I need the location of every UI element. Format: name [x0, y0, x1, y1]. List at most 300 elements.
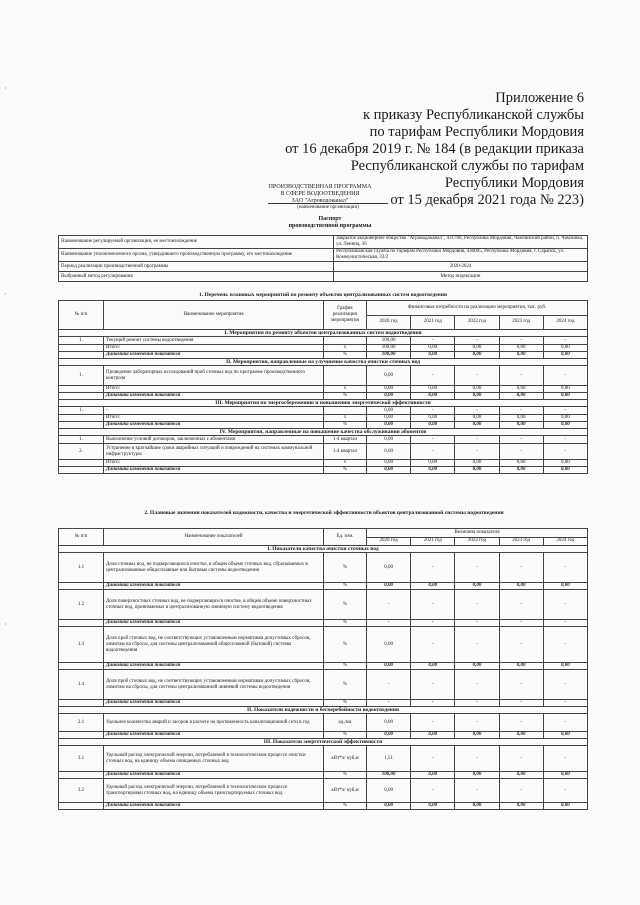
value-cell: -: [499, 620, 543, 627]
value-cell: 1,51: [367, 746, 411, 772]
value-cell: -: [455, 714, 499, 732]
value-cell: -: [499, 746, 543, 772]
value-cell: -: [499, 337, 543, 345]
value-cell: -: [499, 670, 543, 700]
value-cell: 0,00: [543, 393, 587, 400]
value-cell: 0,00: [499, 393, 543, 400]
year-header: 2023 год: [499, 537, 543, 546]
value-cell: -: [367, 670, 411, 700]
value-cell: 0,00: [543, 772, 587, 779]
value-cell: -: [543, 590, 587, 620]
repair-measures-table: [58, 300, 588, 474]
col-unit: Ед. изм.: [324, 529, 367, 546]
row-number: 2.1: [59, 714, 104, 732]
year-header: 2024 год: [543, 537, 587, 546]
row-number: 2.: [59, 444, 104, 460]
table-row: [59, 366, 588, 386]
value-cell: -: [543, 337, 587, 345]
info-label: Период реализации производственной программы: [59, 262, 334, 272]
value-cell: 0,00: [411, 663, 455, 670]
value-cell: 0,00: [411, 732, 455, 739]
year-header: 2022 год: [455, 537, 499, 546]
table-row: [59, 249, 588, 262]
row-number: 1.: [59, 407, 104, 415]
value-cell: 0,00: [455, 415, 499, 422]
dynamics-label: Динамика изменения показателя: [104, 732, 324, 739]
value-cell: -: [455, 553, 499, 583]
empty-cell: [324, 337, 367, 345]
table-row: [59, 330, 588, 337]
value-cell: 0,00: [499, 460, 543, 467]
section-title: I. Мероприятия по ремонту объектов централизованных систем водоотведения: [59, 330, 588, 337]
value-cell: -: [411, 670, 455, 700]
value-cell: 0,00: [499, 386, 543, 393]
value-cell: -: [499, 700, 543, 707]
value-cell: -: [499, 779, 543, 803]
year-header: 2021 год: [411, 315, 455, 330]
value-cell: 100,00: [367, 345, 411, 352]
passport-info-table: [58, 235, 588, 282]
indicator-name: Доля проб сточных вод, не соответствующих установленным нормативам допустимых сбросов, лимитам на сбросы, для системы централизованной ливневой системы водоотведения: [104, 670, 324, 700]
table-row: [59, 415, 588, 422]
table-row: [59, 444, 588, 460]
row-number: 1.4: [59, 670, 104, 700]
unit-cell: %: [324, 627, 367, 663]
annex-line: Приложение 6: [495, 90, 584, 106]
value-cell: -: [499, 714, 543, 732]
year-header: 2023 год: [499, 315, 543, 330]
info-label: Наименование уполномоченного органа, утвердившего производственную программу, его местонахождение: [59, 249, 334, 262]
table-row: [59, 746, 588, 772]
value-cell: 0,00: [411, 352, 455, 359]
value-cell: -: [411, 337, 455, 345]
col-name: Наименование мероприятия: [104, 301, 324, 330]
table-row: [59, 620, 588, 627]
value-cell: -: [543, 553, 587, 583]
table-row: [59, 460, 588, 467]
value-cell: 0,00: [543, 583, 587, 590]
value-cell: 0,00: [367, 803, 411, 810]
col-schedule: График реализации мероприятия: [324, 301, 367, 330]
organization-caption: (наименование организации): [268, 203, 388, 210]
measure-name: Выполнение условий договоров, заключенных с абонентами: [104, 436, 324, 444]
unit-cell: ед./км: [324, 714, 367, 732]
col-finance: Финансовые потребности на реализацию мероприятия, тыс. руб.: [367, 301, 588, 316]
value-cell: 0,00: [543, 460, 587, 467]
value-cell: 0,00: [543, 415, 587, 422]
unit-cell: %: [324, 670, 367, 700]
value-cell: 0,00: [455, 386, 499, 393]
unit-cell: %: [324, 772, 367, 779]
annex-line: Республики Мордовия: [444, 175, 584, 191]
unit-cell: x: [324, 386, 367, 393]
value-cell: -: [499, 590, 543, 620]
value-cell: 0,00: [499, 345, 543, 352]
empty-cell: [59, 460, 104, 467]
table-row: [59, 772, 588, 779]
annex-line: к приказу Республиканской службы: [362, 107, 584, 123]
value-cell: 0,00: [367, 663, 411, 670]
scan-mark: ·: [4, 84, 7, 93]
value-cell: -: [543, 700, 587, 707]
unit-cell: %: [324, 393, 367, 400]
value-cell: -: [367, 590, 411, 620]
value-cell: 0,00: [499, 422, 543, 429]
value-cell: 0,00: [367, 583, 411, 590]
empty-cell: [324, 407, 367, 415]
table-row: [59, 359, 588, 366]
value-cell: -: [455, 590, 499, 620]
table-row: [59, 337, 588, 345]
year-header: 2022 год: [455, 315, 499, 330]
section-title: III. Показатели энергетической эффективности: [59, 739, 588, 746]
year-header: 2020 год: [367, 315, 411, 330]
empty-cell: [59, 803, 104, 810]
passport-title: [60, 216, 600, 230]
value-cell: -: [455, 670, 499, 700]
table-row: [59, 803, 588, 810]
measure-name: Текущий ремонт системы водоотведения: [104, 337, 324, 345]
value-cell: -: [411, 553, 455, 583]
value-cell: 0,00: [455, 583, 499, 590]
value-cell: -: [411, 700, 455, 707]
schedule-cell: 1-4 квартал: [324, 436, 367, 444]
empty-cell: [59, 772, 104, 779]
scan-mark: ·: [4, 620, 7, 629]
value-cell: 0,00: [411, 583, 455, 590]
unit-cell: x: [324, 460, 367, 467]
value-cell: -: [455, 366, 499, 386]
empty-cell: [59, 386, 104, 393]
value-cell: -: [411, 436, 455, 444]
table2-heading: 2. Плановые значения показателей надежности, качества и энергетической эффективности объектов централизованной системы водоотведения: [144, 510, 504, 516]
value-cell: -: [455, 620, 499, 627]
measure-name: -: [104, 407, 324, 415]
row-number: 3.2: [59, 779, 104, 803]
value-cell: -: [543, 620, 587, 627]
value-cell: 0,00: [499, 352, 543, 359]
dynamics-label: Динамика изменения показателя: [104, 583, 324, 590]
table-row: [59, 707, 588, 714]
value-cell: 0,00: [499, 583, 543, 590]
unit-cell: %: [324, 620, 367, 627]
table-row: [59, 700, 588, 707]
program-title-line: ПРОИЗВОДСТВЕННАЯ ПРОГРАММА: [268, 184, 372, 190]
value-cell: 0,00: [411, 803, 455, 810]
empty-cell: [59, 700, 104, 707]
value-cell: -: [411, 627, 455, 663]
table-row: [59, 345, 588, 352]
section-title: II. Мероприятия, направленные на улучшение качества очистки сточных вод: [59, 359, 588, 366]
value-cell: -: [543, 407, 587, 415]
table-row: [59, 546, 588, 553]
dynamics-label: Динамика изменения показателя: [104, 700, 324, 707]
annex-line: от 16 декабря 2019 г. № 184 (в редакции приказа: [285, 141, 584, 157]
value-cell: 0,00: [367, 779, 411, 803]
table-row: [59, 272, 588, 282]
section-title: IV. Мероприятия, направленные на повышение качества обслуживания абонентов: [59, 429, 588, 436]
row-number: 1.2: [59, 590, 104, 620]
value-cell: 0,00: [543, 352, 587, 359]
dynamics-label: Динамика изменения показателя: [104, 422, 324, 429]
value-cell: 0,00: [367, 460, 411, 467]
info-value: Республиканская служба по тарифам Республики Мордовия, 430005, Республика Мордовия, г. Саранск, ул. Коммунистическая, 33/2: [334, 249, 588, 262]
value-cell: 0,00: [367, 444, 411, 460]
unit-cell: %: [324, 663, 367, 670]
row-number: 1.: [59, 436, 104, 444]
value-cell: 0,00: [543, 467, 587, 474]
value-cell: -: [455, 436, 499, 444]
annex-line: Республиканской службы по тарифам: [350, 158, 584, 174]
value-cell: 0,00: [455, 460, 499, 467]
empty-cell: [59, 422, 104, 429]
organization-name: ЗАО "Агроводоканал": [291, 198, 349, 204]
dynamics-label: Динамика изменения показателя: [104, 620, 324, 627]
info-label: Выбранный метод регулирования: [59, 272, 334, 282]
program-title-line: В СФЕРЕ ВОДООТВЕДЕНИЯ: [280, 191, 360, 197]
year-header: 2024 год: [543, 315, 587, 330]
passport-heading: Паспорт: [318, 216, 342, 222]
row-number: 1.: [59, 366, 104, 386]
value-cell: -: [455, 779, 499, 803]
value-cell: 0,00: [543, 386, 587, 393]
unit-cell: x: [324, 415, 367, 422]
row-number: 3.1: [59, 746, 104, 772]
table-row: [59, 627, 588, 663]
value-cell: -: [411, 590, 455, 620]
info-value: 2020-2024: [334, 262, 588, 272]
value-cell: 0,00: [367, 422, 411, 429]
value-cell: -: [411, 714, 455, 732]
empty-cell: [59, 467, 104, 474]
section-title: III. Мероприятия по энергосбережению и повышению энергетической эффективности: [59, 400, 588, 407]
unit-cell: %: [324, 583, 367, 590]
indicator-name: Удельный расход электрической энергии, потребляемой в технологическом процессе очистки сточных вод, на единицу объема очищаемых сточных вод: [104, 746, 324, 772]
value-cell: 0,00: [367, 553, 411, 583]
table1-heading: 1. Перечень плановых мероприятий по ремонту объектов централизованных систем водоотведения: [199, 292, 447, 298]
value-cell: -: [455, 337, 499, 345]
dynamics-label: Динамика изменения показателя: [104, 352, 324, 359]
value-cell: 0,00: [455, 772, 499, 779]
year-header: 2021 год: [411, 537, 455, 546]
value-cell: 0,00: [499, 663, 543, 670]
value-cell: -: [543, 366, 587, 386]
value-cell: -: [455, 444, 499, 460]
value-cell: -: [543, 670, 587, 700]
indicators-table: [58, 528, 588, 810]
table-row: [59, 352, 588, 359]
value-cell: 100,00: [367, 337, 411, 345]
info-value: Метод индексации: [334, 272, 588, 282]
empty-cell: [59, 393, 104, 400]
value-cell: 0,00: [411, 772, 455, 779]
value-cell: 0,00: [455, 803, 499, 810]
table-row: [59, 663, 588, 670]
table-row: [59, 262, 588, 272]
value-cell: -: [499, 553, 543, 583]
info-label: Наименование регулируемой организации, ее местонахождение: [59, 236, 334, 249]
value-cell: -: [499, 436, 543, 444]
value-cell: 0,00: [499, 772, 543, 779]
unit-cell: %: [324, 352, 367, 359]
indicator-name: Доля поверхностных сточных вод, не подвергающихся очистке, в общем объеме поверхностных сточных вод, принимаемых в централизованную ливневую систему водоотведения: [104, 590, 324, 620]
measure-name: Устранение в кратчайшие сроки аварийных ситуаций и повреждений на системах коммунальной инфраструктуры: [104, 444, 324, 460]
empty-cell: [59, 583, 104, 590]
col-num: № п/п: [59, 529, 104, 546]
value-cell: -: [455, 746, 499, 772]
indicator-name: Доля сточных вод, не подвергающихся очистке, в общем объеме сточных вод, сбрасываемых в централизованные общесплавные или бытовые системы водоотведения: [104, 553, 324, 583]
table-row: [59, 732, 588, 739]
value-cell: -: [543, 444, 587, 460]
value-cell: 0,00: [367, 436, 411, 444]
col-value: Величина показателя: [367, 529, 588, 538]
col-name: Наименование показателей: [104, 529, 324, 546]
value-cell: 0,00: [367, 732, 411, 739]
dynamics-label: Динамика изменения показателя: [104, 772, 324, 779]
passport-subheading: производственной программы: [288, 223, 372, 229]
empty-cell: [59, 620, 104, 627]
value-cell: 0,00: [455, 663, 499, 670]
value-cell: 0,00: [367, 366, 411, 386]
annex-line: по тарифам Республики Мордовия: [369, 124, 584, 140]
table-row: [59, 422, 588, 429]
value-cell: -: [411, 779, 455, 803]
table-row: [59, 553, 588, 583]
value-cell: 0,00: [543, 422, 587, 429]
indicator-name: Удельное количество аварий и засоров в расчете на протяженность канализационной сети в год: [104, 714, 324, 732]
row-number: 1.1: [59, 553, 104, 583]
value-cell: -: [367, 700, 411, 707]
value-cell: 0,00: [543, 732, 587, 739]
value-cell: -: [411, 746, 455, 772]
table-header-row: [59, 301, 588, 316]
table-row: [59, 739, 588, 746]
table-row: [59, 400, 588, 407]
table-row: [59, 407, 588, 415]
value-cell: -: [367, 620, 411, 627]
value-cell: -: [411, 366, 455, 386]
value-cell: 0,00: [543, 345, 587, 352]
table-row: [59, 429, 588, 436]
value-cell: 0,00: [455, 732, 499, 739]
value-cell: 0,00: [455, 393, 499, 400]
value-cell: -: [411, 407, 455, 415]
value-cell: 0,00: [367, 393, 411, 400]
value-cell: 0,00: [499, 803, 543, 810]
unit-cell: %: [324, 590, 367, 620]
value-cell: 0,00: [455, 467, 499, 474]
value-cell: -: [455, 407, 499, 415]
table-header-row: [59, 529, 588, 538]
table-row: [59, 779, 588, 803]
value-cell: 0,00: [367, 627, 411, 663]
total-label: Итого:: [104, 415, 324, 422]
table-row: [59, 590, 588, 620]
table-row: [59, 467, 588, 474]
schedule-cell: 1-4 квартал: [324, 444, 367, 460]
value-cell: -: [411, 444, 455, 460]
info-value: Закрытое акционерное общество "Агроводоканал", 431700, Республика Мордовия, Чамзинский район, п. Чамзинка, ул. Ленина, 36: [334, 236, 588, 249]
value-cell: -: [543, 627, 587, 663]
table-row: [59, 436, 588, 444]
value-cell: 0,00: [499, 467, 543, 474]
measure-name: Проведение лабораторных исследований проб сточных вод по программе производственного контроля: [104, 366, 324, 386]
value-cell: -: [499, 366, 543, 386]
table-row: [59, 386, 588, 393]
value-cell: 0,00: [499, 415, 543, 422]
value-cell: 100,00: [367, 772, 411, 779]
table-row: [59, 236, 588, 249]
value-cell: 0,00: [411, 422, 455, 429]
row-number: 1.3: [59, 627, 104, 663]
table-row: [59, 714, 588, 732]
section-title: I. Показатели качества очистки сточных вод: [59, 546, 588, 553]
row-number: 1.: [59, 337, 104, 345]
value-cell: 0,00: [455, 352, 499, 359]
total-label: Итого:: [104, 345, 324, 352]
value-cell: 0,00: [411, 467, 455, 474]
value-cell: 100,00: [367, 352, 411, 359]
value-cell: 0,00: [367, 714, 411, 732]
unit-cell: %: [324, 422, 367, 429]
empty-cell: [59, 415, 104, 422]
table-row: [59, 393, 588, 400]
empty-cell: [59, 663, 104, 670]
unit-cell: %: [324, 553, 367, 583]
year-header: 2020 год: [367, 537, 411, 546]
unit-cell: %: [324, 803, 367, 810]
value-cell: -: [455, 700, 499, 707]
dynamics-label: Динамика изменения показателя: [104, 663, 324, 670]
empty-cell: [324, 366, 367, 386]
scan-mark: ·: [4, 290, 7, 299]
total-label: Итого:: [104, 460, 324, 467]
indicator-name: Доля проб сточных вод, не соответствующих установленным нормативам допустимых сбросов, лимитам на сбросы, для системы централизованной общесплавной (бытовой) системы водоотведения: [104, 627, 324, 663]
value-cell: -: [543, 714, 587, 732]
annex-line: от 15 декабря 2021 года № 223): [390, 192, 584, 208]
value-cell: -: [543, 779, 587, 803]
value-cell: 0,00: [367, 407, 411, 415]
empty-cell: [59, 345, 104, 352]
empty-cell: [59, 732, 104, 739]
value-cell: -: [411, 620, 455, 627]
value-cell: -: [543, 436, 587, 444]
value-cell: 0,00: [543, 663, 587, 670]
unit-cell: %: [324, 732, 367, 739]
empty-cell: [59, 352, 104, 359]
dynamics-label: Динамика изменения показателя: [104, 803, 324, 810]
value-cell: -: [499, 627, 543, 663]
unit-cell: кВт*ч/ куб.м: [324, 746, 367, 772]
value-cell: -: [455, 627, 499, 663]
value-cell: 0,00: [455, 345, 499, 352]
unit-cell: %: [324, 700, 367, 707]
table-row: [59, 583, 588, 590]
program-title: [240, 184, 400, 205]
value-cell: -: [499, 444, 543, 460]
value-cell: 0,00: [411, 460, 455, 467]
total-label: Итого:: [104, 386, 324, 393]
value-cell: 0,00: [411, 345, 455, 352]
unit-cell: x: [324, 345, 367, 352]
indicator-name: Удельный расход электрической энергии, потребляемой в технологическом процессе транспортировки сточных вод, на единицу объема транспортируемых сточных вод: [104, 779, 324, 803]
section-title: II. Показатели надежности и бесперебойности водоотведения: [59, 707, 588, 714]
value-cell: 0,00: [367, 386, 411, 393]
value-cell: 0,00: [411, 415, 455, 422]
dynamics-label: Динамика изменения показателя: [104, 467, 324, 474]
value-cell: 0,00: [411, 393, 455, 400]
value-cell: 0,00: [411, 386, 455, 393]
